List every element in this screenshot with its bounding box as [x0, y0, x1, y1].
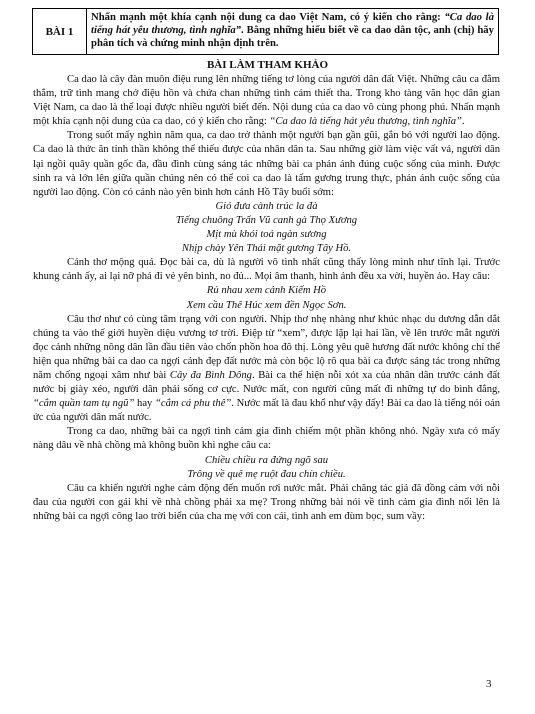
paragraph-4-mid: hay [134, 398, 155, 410]
paragraph-5: Trong ca dao, những bài ca ngợi tình cảm gia đình chiếm một phần không nhỏ. Ngày xưa có mấy nàng dâu về nhà chồng mà không buồn khi nghe câu ca: [33, 426, 500, 452]
poem-line: Trông về quê mẹ ruột đau chín chiều. [187, 468, 346, 480]
paragraph-4-quote-1: “cắm quần tam tụ ngũ” [33, 398, 135, 410]
poem-line: Xem cầu Thê Húc xem đền Ngọc Sơn. [186, 299, 347, 311]
essay-body [33, 73, 500, 524]
task-prompt-line1: Nhấn mạnh một khía cạnh nội dung ca dao Việt Nam, có ý kiến cho rằng: [91, 11, 441, 23]
paragraph-4 [33, 313, 500, 426]
section-heading: BÀI LÀM THAM KHẢO [206, 59, 329, 71]
task-prompt-quote: “Ca dao là tiếng hát yêu thương, tình nghĩa” [91, 11, 494, 36]
poem-3 [33, 454, 500, 482]
poem-line: Mịt mù khói toả ngàn sương [206, 229, 327, 241]
poem-line: Rủ nhau xem cảnh Kiếm Hồ [206, 285, 327, 297]
paragraph-4-title: Cây đa Bình Dông [169, 369, 252, 381]
task-box [32, 8, 499, 55]
task-prompt [87, 9, 498, 54]
paragraph-1 [33, 73, 500, 129]
paragraph-1-text: Ca dao là cây đàn muôn điệu rung lên những tiếng tơ lòng của người dân đất Việt. Những câu ca đằm thắm, trữ tình mang chở điệu hồn và chứa chan những tình cảm thiết tha. Trong kho tàng văn học dân gian Việt Nam, ca dao là thể loại được nhiều người biết đến. Nội dung của ca dao vô cùng phong phú. Nhấn mạnh một khía cạnh nội dung của ca dao, có ý kiến cho rằng: [33, 74, 500, 128]
poem-line: Tiếng chuông Trấn Vũ canh gà Thọ Xương [175, 214, 358, 226]
poem-line: Gió đưa cành trúc la đà [215, 200, 318, 212]
paragraph-4-quote-2: “cắm cá phu thê” [155, 398, 232, 410]
task-label: BÀI 1 [33, 9, 87, 54]
paragraph-2: Trong suốt mấy nghìn năm qua, ca dao trở thành một người bạn gần gũi, gắn bó với người lao động. Ca dao là thức ăn tinh thần không thể thiếu được của nhân dân ta. Sau những giờ làm việc vất vả, người dân lại ngồi quây quần gốc đa, đầu đình cùng sáng tác những bài ca phản ánh đúng cuộc sống của mình. Được sinh ra và lớn lên giữa quần chúng nên có thể coi ca dao là tấm gương trung thực, phản ánh cuộc sống của người lao động. Còn có cảnh nào yên bình hơn cảnh Hồ Tây buổi sớm: [33, 130, 500, 198]
poem-2 [33, 284, 500, 312]
paragraph-1-end: . [461, 116, 465, 128]
paragraph-4-b: . Bài ca thể hiện nỗi xót xa của nhân dân trước cảnh đất nước bị giày xéo, người dân phải sống cơ cực. Nước mất, con người cũng mất đi những tự do bình đẳng, [33, 369, 500, 396]
poem-1 [33, 200, 500, 256]
paragraph-3: Cảnh thơ mộng quá. Đọc bài ca, dù là người vô tình nhất cũng thấy lòng mình như tĩnh lại. Trước khung cảnh ấy, ai lại nỡ phá đi vẻ yên bình, no đủ... Mọi âm thanh, hình ảnh đều xa vời, huyền ảo. Hay câu: [33, 257, 500, 283]
paragraph-4-c: . Nước mất là đau khổ như vậy đấy! Bài ca dao là tiếng nói oán ức của người dân mất nước. [33, 398, 500, 424]
paragraph-1-quote: “Ca dao là tiếng hát yêu thương, tình nghĩa” [269, 116, 462, 128]
poem-line: Chiều chiều ra đứng ngõ sau [204, 454, 329, 466]
task-prompt-rest: . Bằng những hiểu biết về ca dao dân tộc, anh (chị) hãy phân tích và chứng minh nhận định trên. [91, 24, 494, 49]
poem-line: Nhịp chày Yên Thái mặt gương Tây Hồ. [181, 243, 352, 255]
paragraph-6: Câu ca khiến người nghe cảm động đến muốn rơi nước mắt. Phải chăng tác giả đã đồng cảm với nỗi đau của người con gái khi về nhà chồng phải xa mẹ? Trong những bài nói về tình cảm gia đình nổi lên là những bài ca ngợi công lao trời biển của cha mẹ với con cái, tình anh em đùm bọc, sum vầy: [33, 482, 500, 522]
page-number: 3 [486, 678, 492, 690]
paragraph-4-a: Câu thơ như có cùng tâm trạng với con người. Nhịp thơ nhẹ nhàng như khúc nhạc du dương dẫn dắt chúng ta vào thế giới huyền diệu vương tơ trời. Điệp từ “xem”, được lặp lại hai lần, về lên trước mắt người đọc cảnh những nông dân lần đầu tiên vào chốn phồn hoa đô thị. Lòng yêu quê hương đất nước không chỉ thể hiện qua những bài ca dao ca ngợi cảnh đẹp đất nước mà còn bộc lộ rõ qua bài ca được sáng tác trong những năm chống ngoại xâm như bài [33, 313, 500, 381]
